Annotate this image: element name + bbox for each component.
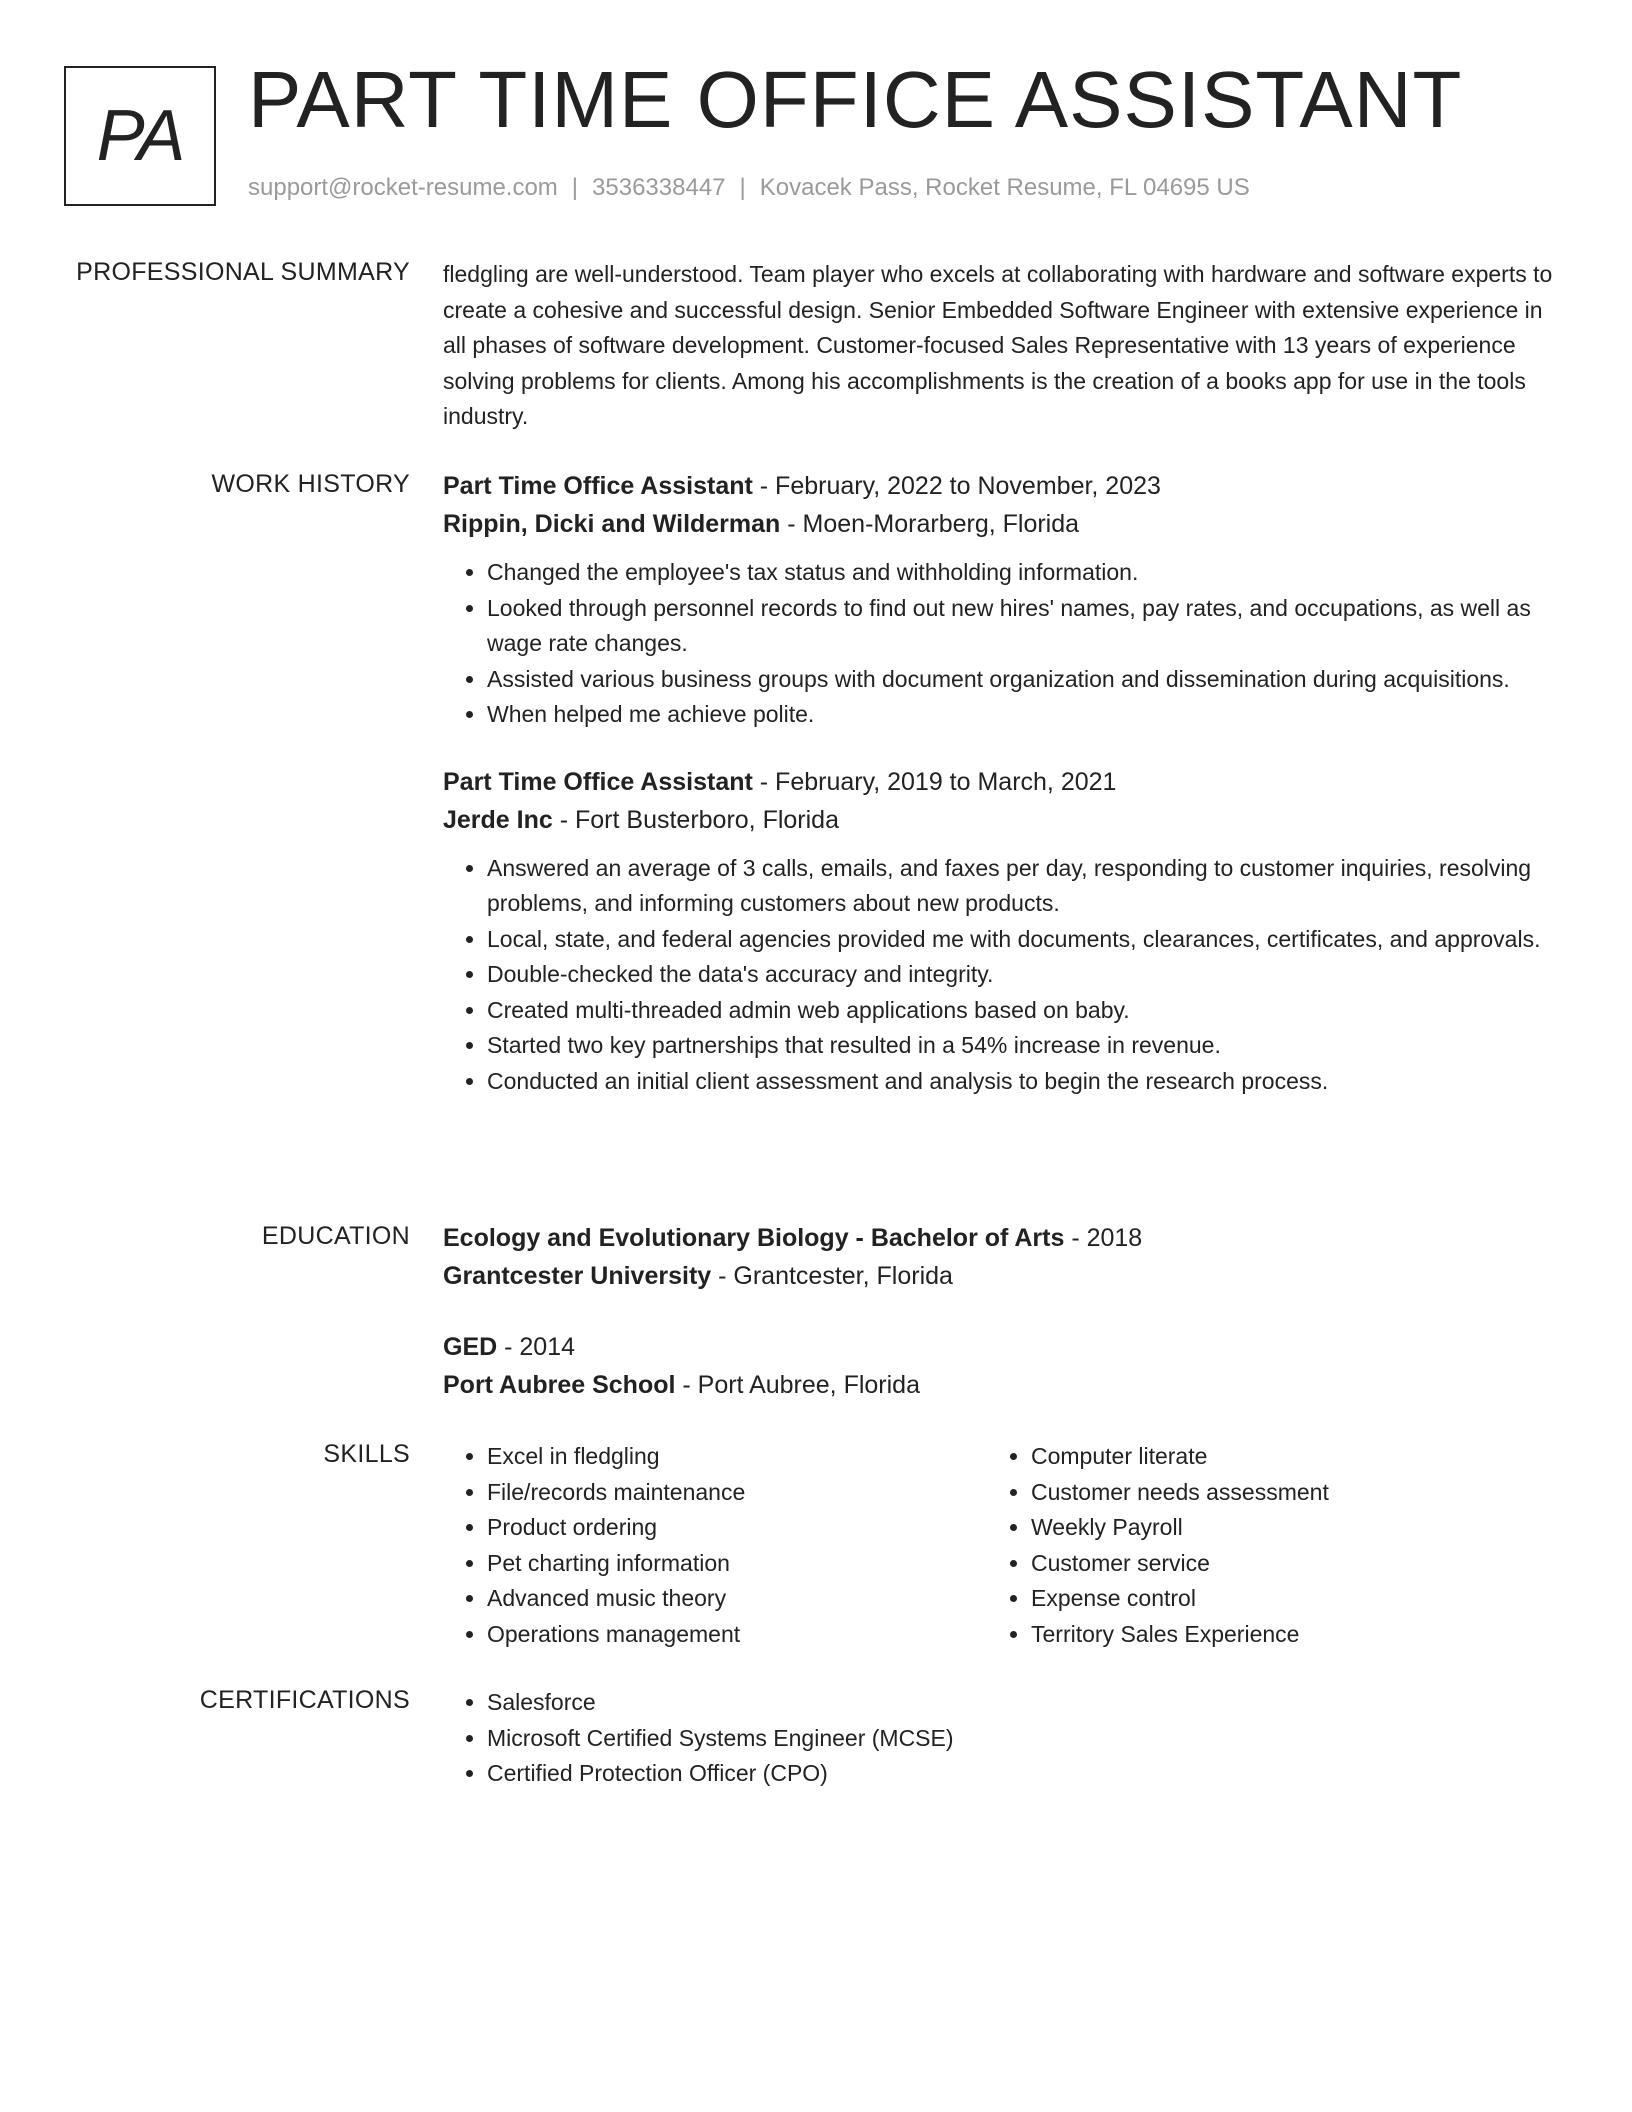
job-bullet: • Double-checked the data's accuracy and integrity.: [487, 957, 1553, 993]
certification-item: • Certified Protection Officer (CPO): [487, 1756, 1553, 1792]
job-title-line: [443, 763, 1553, 801]
job-dates: - February, 2022 to November, 2023: [752, 472, 1161, 500]
certification-item: • Salesforce: [487, 1685, 1553, 1721]
education-year: - 2018: [1064, 1224, 1143, 1252]
education-entry: [443, 1219, 1553, 1295]
education-degree-line: [443, 1328, 1553, 1366]
summary-label: PROFESSIONAL SUMMARY: [76, 258, 410, 286]
certifications-label: CERTIFICATIONS: [199, 1686, 410, 1714]
job-entry: [443, 467, 1553, 733]
education-degree-line: [443, 1219, 1553, 1257]
job-bullets: [443, 555, 1553, 733]
contact-phone: 3536338447: [592, 174, 726, 201]
job-bullet: • Answered an average of 3 calls, emails, and faxes per day, responding to customer inquiries, resolving problems, and informing customers about new products.: [487, 851, 1553, 922]
skills-columns: [443, 1439, 1553, 1652]
skill-item: • Weekly Payroll: [1031, 1510, 1531, 1546]
skill-item: • Computer literate: [1031, 1439, 1531, 1475]
job-bullet: • Looked through personnel records to find out new hires' names, pay rates, and occupations, as well as wage rate changes.: [487, 591, 1553, 662]
skill-item: • Pet charting information: [487, 1546, 987, 1582]
skill-item: • Advanced music theory: [487, 1581, 987, 1617]
skill-item: • Territory Sales Experience: [1031, 1617, 1531, 1653]
contact-separator: |: [739, 174, 746, 201]
job-bullet: • Conducted an initial client assessment and analysis to begin the research process.: [487, 1064, 1553, 1100]
job-bullet: • Assisted various business groups with document organization and dissemination during acquisitions.: [487, 662, 1553, 698]
skill-item: • Operations management: [487, 1617, 987, 1653]
education-degree: Ecology and Evolutionary Biology - Bachelor of Arts: [443, 1224, 1065, 1252]
work-history-label: WORK HISTORY: [211, 470, 410, 498]
certifications-body: [443, 1685, 1553, 1792]
job-company: Rippin, Dicki and Wilderman: [443, 510, 781, 538]
education-school: Grantcester University: [443, 1262, 712, 1290]
job-title: Part Time Office Assistant: [443, 472, 753, 500]
skills-list-left: [443, 1439, 987, 1652]
job-title: Part Time Office Assistant: [443, 767, 753, 796]
job-bullet: • When helped me achieve polite.: [487, 697, 1553, 733]
contact-separator: |: [571, 174, 579, 201]
job-entry: [443, 763, 1553, 1100]
monogram-initials: PA: [96, 96, 184, 176]
education-label: EDUCATION: [261, 1222, 410, 1250]
monogram-box: [64, 66, 216, 206]
job-bullet: • Changed the employee's tax status and withholding information.: [487, 555, 1553, 591]
skill-item: • File/records maintenance: [487, 1475, 987, 1511]
skills-label: SKILLS: [323, 1440, 410, 1468]
job-bullet: • Created multi-threaded admin web applications based on baby.: [487, 993, 1553, 1029]
education-entry: [443, 1328, 1553, 1404]
skills-body: [443, 1439, 1553, 1652]
education-body: [443, 1219, 1553, 1404]
job-company-line: [443, 801, 1553, 839]
skill-item: • Excel in fledgling: [487, 1439, 987, 1475]
education-school-line: [443, 1366, 1553, 1404]
job-company: Jerde Inc: [443, 805, 553, 834]
skill-item: • Customer service: [1031, 1546, 1531, 1582]
job-bullet: • Local, state, and federal agencies provided me with documents, clearances, certificates, and approvals.: [487, 922, 1553, 958]
contact-line: [248, 174, 1250, 202]
job-company-line: [443, 505, 1553, 543]
education-location: - Grantcester, Florida: [711, 1262, 953, 1290]
job-dates: - February, 2019 to March, 2021: [752, 767, 1117, 796]
job-location: - Fort Busterboro, Florida: [552, 805, 839, 834]
job-location: - Moen-Morarberg, Florida: [780, 510, 1080, 538]
summary-text: fledgling are well-understood. Team player who excels at collaborating with hardware and software experts to create a cohesive and successful design. Senior Embedded Software Engineer with extensive experience in all phases of software development. Customer-focused Sales Representative with 13 years of experience solving problems for clients. Among his accomplishments is the creation of a books app for use in the tools industry.: [443, 261, 1553, 429]
resume-name: PART TIME OFFICE ASSISTANT: [248, 55, 1463, 144]
contact-address: Kovacek Pass, Rocket Resume, FL 04695 US: [759, 174, 1250, 201]
skills-list-right: [987, 1439, 1531, 1652]
skill-item: • Expense control: [1031, 1581, 1531, 1617]
job-title-line: [443, 467, 1553, 505]
education-year: - 2014: [497, 1333, 576, 1361]
education-school-line: [443, 1257, 1553, 1295]
contact-email: support@rocket-resume.com: [248, 174, 558, 201]
skill-item: • Product ordering: [487, 1510, 987, 1546]
certifications-list: [443, 1685, 1553, 1792]
job-bullet: • Started two key partnerships that resulted in a 54% increase in revenue.: [487, 1028, 1553, 1064]
work-history-body: [443, 467, 1553, 1099]
education-location: - Port Aubree, Florida: [675, 1371, 920, 1399]
certification-item: • Microsoft Certified Systems Engineer (MCSE): [487, 1721, 1553, 1757]
education-degree: GED: [443, 1333, 498, 1361]
skill-item: • Customer needs assessment: [1031, 1475, 1531, 1511]
job-bullets: [443, 851, 1553, 1100]
education-school: Port Aubree School: [443, 1371, 676, 1399]
